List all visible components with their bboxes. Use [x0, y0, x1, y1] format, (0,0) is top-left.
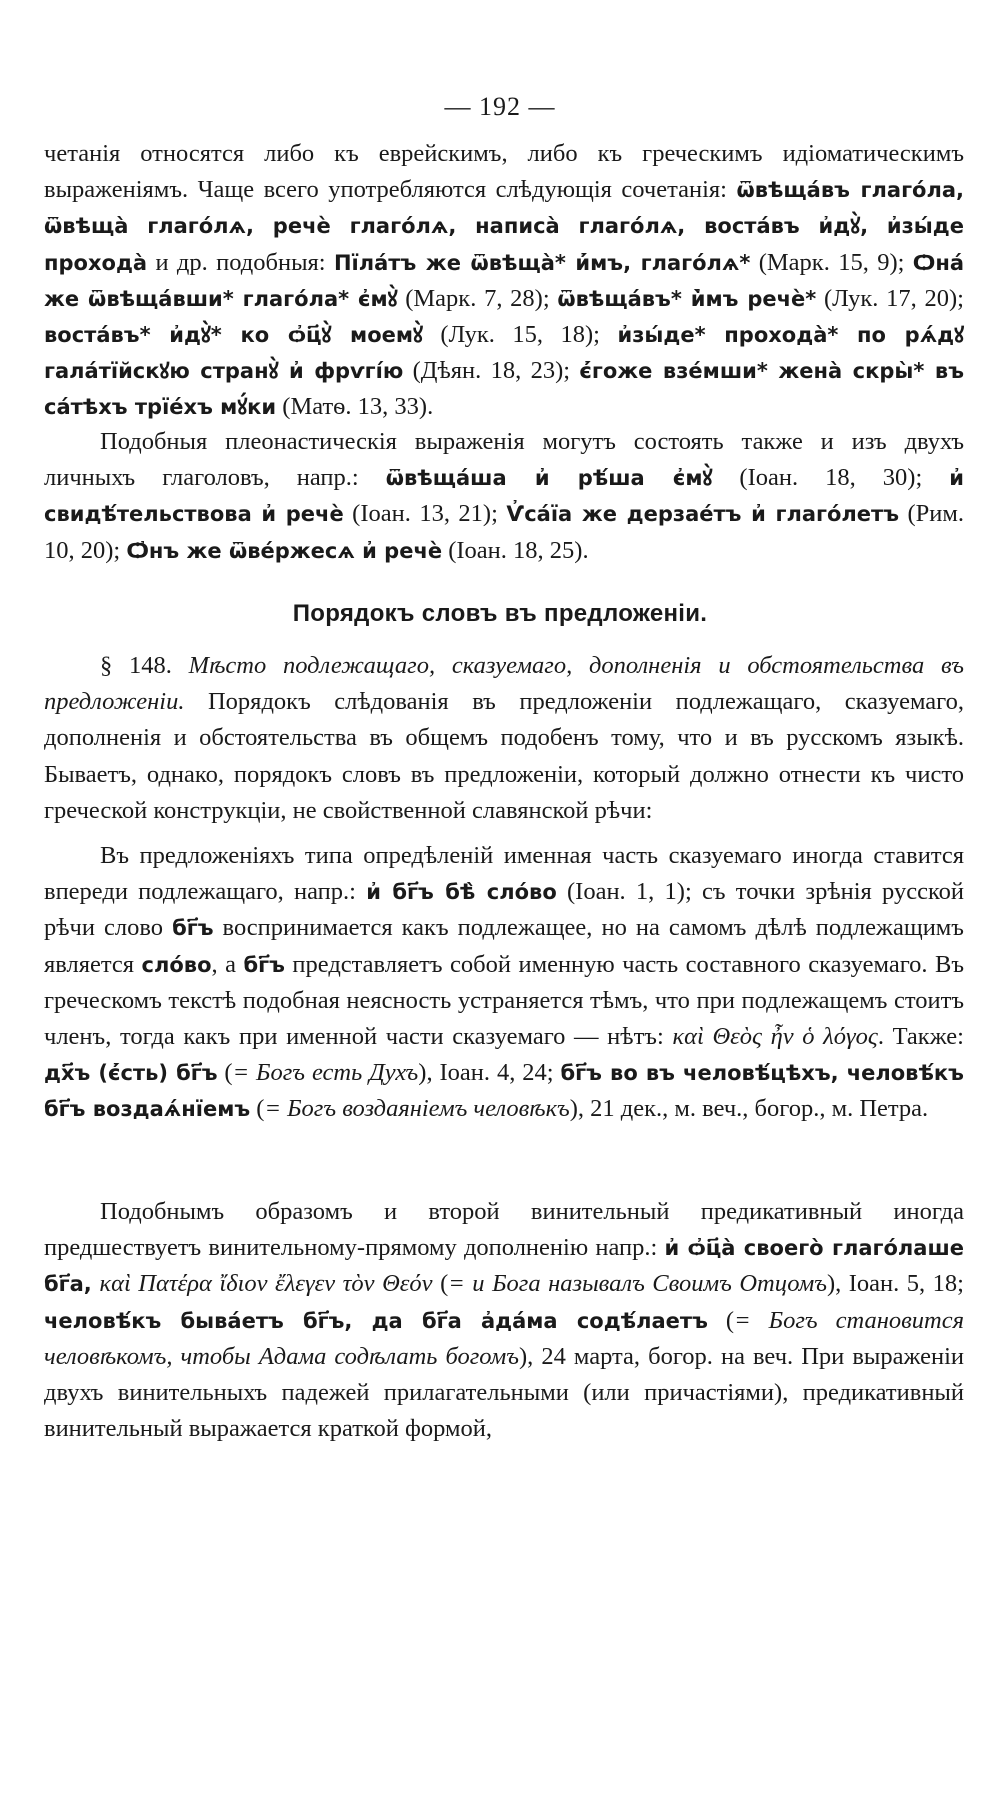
text-run: . Также: — [877, 1023, 964, 1051]
paragraph-two-personal-verbs — [44, 424, 964, 569]
text-run: ( — [432, 1270, 449, 1298]
church-slavonic-quote: дх҃ъ (є҆́сть) бг҃ъ — [44, 1061, 218, 1086]
church-slavonic-quote: Ѻ҆нъ же ѿве́ржесѧ и҆ речѐ — [126, 538, 443, 563]
text-run: (Іоан. 1, 1); съ точки зрѣнія русской рѣчи слово — [44, 878, 965, 942]
text-run: ( — [707, 1306, 735, 1334]
paragraph-nominal-predicate — [44, 838, 964, 1128]
text-run: ( — [217, 1059, 233, 1087]
text-run: Подобныя плеонастическія выраженія могутъ состоять также и изъ двухъ личныхъ глаголовъ, напр.: — [44, 428, 964, 492]
citation: (Лук. 17, 20); — [816, 284, 964, 312]
church-slavonic-quote: воста́въ* и҆дꙋ̀* ко ѻ҆ц҃ꙋ̀ моемꙋ̀ — [44, 323, 423, 348]
text-run: , а — [211, 950, 244, 978]
translation-italic: = Богъ становится человѣкомъ, чтобы Адама содѣлать богомъ — [44, 1306, 964, 1370]
section-number: § 148. — [100, 652, 189, 679]
citation: (Іоан. 18, 30); — [712, 464, 950, 492]
citation: ), Іоан. 4, 24; — [418, 1059, 561, 1087]
citation: ), Іоан. 5, 18; — [826, 1270, 964, 1298]
section-heading: Порядокъ словъ въ предложеніи. — [292, 600, 708, 627]
church-slavonic-quote: бг҃ъ — [243, 952, 285, 977]
church-slavonic-quote: человѣ́къ быва́етъ бг҃ъ, да бг҃а а҆да́ма содѣ́лаетъ — [44, 1308, 708, 1333]
text-run: Порядокъ слѣдованія въ предложеніи подлежащаго, сказуемаго, дополненія и обстоятельства въ общемъ подобенъ тому, что и въ русскомъ языкѣ. Бываетъ, однако, порядокъ словъ въ предложеніи, который должно отнести къ чисто греческой конструкціи, не свойственной славянской рѣчи: — [44, 688, 964, 824]
church-slavonic-quote: и҆ бг҃ъ бѣ̀ сло́во — [366, 880, 557, 905]
church-slavonic-quote: Ѵ҆са́їа же дерзае́тъ и҆ глаго́летъ — [506, 502, 899, 527]
church-slavonic-quote: є҆́гоже взе́мши* жена̀ скры̀* въ са́тѣхъ трїе́хъ мꙋ́ки — [44, 359, 964, 420]
citation: (Рим. 10, 20); — [44, 500, 964, 564]
church-slavonic-quote: бг҃ъ — [172, 916, 214, 941]
church-slavonic-quote: ѿвѣща́въ глаго́ла, ѿвѣща̀ глаго́лѧ, речѐ глаго́лѧ, написа̀ глаго́лѧ, воста́въ и҆дꙋ̀, и҆зы́де прохода̀ — [44, 178, 964, 275]
church-slavonic-quote: и҆зы́де* прохода̀* по рѧ́дꙋ гала́тїйскꙋю странꙋ̀ и҆ фрѵгі́ю — [44, 323, 964, 384]
page-number: — 192 — — [444, 92, 556, 121]
text-run: Въ предложеніяхъ типа опредѣленій именная часть сказуемаго иногда ставится впереди подлежащаго, напр.: — [44, 842, 964, 906]
church-slavonic-quote: и҆ свидѣ́тельствова и҆ речѐ — [44, 466, 965, 527]
section-title-italic: Мѣсто подлежащаго, сказуемаго, дополненія и обстоятельства въ предложеніи. — [44, 652, 965, 716]
text-run: ( — [250, 1095, 265, 1123]
translation-italic: = Богъ воздаяніемъ человѣкъ — [264, 1095, 570, 1123]
paragraph-section-148 — [44, 648, 964, 829]
text-run: четанія относятся либо къ еврейскимъ, либо къ греческимъ идіоматическимъ выраженіямъ. Чаще всего употребляются слѣдующія сочетанія: — [44, 140, 964, 204]
citation: (Лук. 15, 18); — [422, 321, 618, 349]
citation: (Марк. 7, 28); — [397, 284, 558, 312]
text-run: воспринимается какъ подлежащее, но на самомъ дѣлѣ подлежащимъ является — [44, 914, 964, 978]
citation: (Матѳ. 13, 33). — [276, 393, 434, 421]
church-slavonic-quote: Пїла́тъ же ѿвѣща̀* и҆́мъ, глаго́лѧ* — [333, 250, 751, 275]
paragraph-second-accusative — [44, 1194, 964, 1447]
greek-quote: καὶ Πατέρα ἴδιον ἔλεγεν τὸν Θεόν — [99, 1270, 433, 1298]
citation: (Дѣян. 18, 23); — [403, 357, 580, 385]
church-slavonic-quote: Ѻна́ же ѿвѣща́вши* глаго́ла* є҆мꙋ̀ — [44, 250, 965, 311]
greek-quote: καὶ Θεὸς ἦν ὁ λόγος — [672, 1023, 878, 1051]
citation: (Іоан. 18, 25). — [442, 536, 589, 564]
church-slavonic-quote: и҆ ѻ҆ц҃а̀ своего̀ глаго́лаше бг҃а, — [44, 1236, 964, 1297]
text-run: Подобнымъ образомъ и второй винительный предикативный иногда предшествуетъ винительному-прямому дополненію напр.: — [44, 1198, 964, 1262]
church-slavonic-quote: сло́во — [141, 952, 212, 977]
translation-italic: = Богъ есть Духъ — [232, 1059, 419, 1087]
church-slavonic-quote: ѿвѣща́ша и҆ рѣ́ша є҆мꙋ̀ — [385, 466, 713, 491]
citation: ), 21 дек., м. веч., богор., м. Петра. — [569, 1095, 929, 1123]
church-slavonic-quote: бг҃ъ во въ человѣ́цѣхъ, человѣ́къ бг҃ъ воздаѧ́нїемъ — [44, 1061, 964, 1122]
paragraph-plonastic-combinations — [44, 136, 964, 426]
text-run: представляетъ собой именную часть составного сказуемаго. Въ греческомъ текстѣ подобная неясность устраняется тѣмъ, что при подлежащемъ стоитъ членъ, тогда какъ при именной части сказуемаго — нѣтъ: — [44, 950, 964, 1051]
text-run: и др. подобныя: — [147, 248, 334, 276]
citation: (Іоан. 13, 21); — [343, 500, 507, 528]
citation: (Марк. 15, 9); — [750, 248, 913, 276]
translation-italic: = и Бога называлъ Своимъ Отцомъ — [448, 1270, 827, 1298]
text-run: ), 24 марта, богор. на веч. При выраженіи двухъ винительныхъ падежей прилагательными (или причастіями), предикативный винительный выражается краткой формой, — [44, 1342, 964, 1443]
church-slavonic-quote: ѿвѣща́въ* и҆̀мъ речѐ* — [557, 286, 817, 311]
